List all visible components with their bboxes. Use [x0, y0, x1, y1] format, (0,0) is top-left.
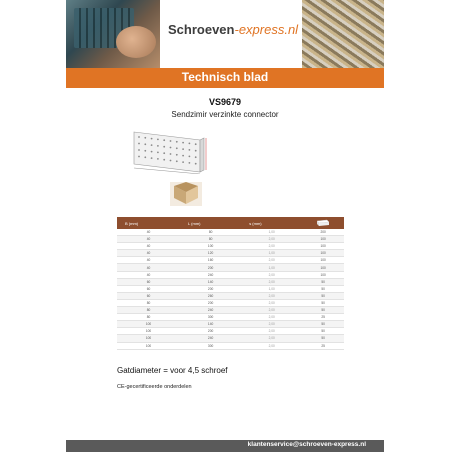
table-cell: 50 [302, 292, 344, 299]
product-name: Sendzimir verzinkte connector [171, 110, 279, 119]
brand-logo[interactable] [160, 0, 302, 68]
table-cell: 2,00 [241, 292, 302, 299]
table-cell: 50 [302, 285, 344, 292]
table-cell: 100 [117, 328, 180, 335]
table-row [117, 271, 344, 278]
table-header-row [117, 217, 344, 229]
column-header-b: B (mm) [117, 217, 180, 229]
hand-image [116, 26, 156, 58]
hole-mark [144, 137, 146, 139]
hole-mark [189, 162, 191, 164]
dimensions-table [117, 217, 344, 350]
table-cell: 80 [117, 299, 180, 306]
table-row [117, 250, 344, 257]
table-cell: 2,00 [241, 342, 302, 349]
hole-mark [157, 145, 159, 147]
table-cell: 200 [180, 264, 241, 271]
hole-mark [189, 149, 191, 151]
hole-mark [163, 152, 165, 154]
hole-mark [157, 139, 159, 141]
table-cell: 100 [117, 335, 180, 342]
table-cell: 100 [302, 250, 344, 257]
table-cell: 2,00 [241, 314, 302, 321]
header-photo-screws [302, 0, 384, 68]
brand-logo-text [168, 22, 298, 37]
table-cell: 40 [117, 271, 180, 278]
table-cell: 2,00 [241, 299, 302, 306]
hole-mark [170, 140, 172, 142]
hole-mark [163, 146, 165, 148]
hole-mark [144, 150, 146, 152]
section-title: Technisch blad [181, 70, 269, 84]
table-cell: 80 [180, 236, 241, 243]
table-cell: 260 [180, 292, 241, 299]
table-cell: 160 [180, 257, 241, 264]
hole-mark [176, 147, 178, 149]
table-cell: 50 [302, 278, 344, 285]
hole-mark [182, 161, 184, 163]
brand-sub-text: -express.nl [234, 22, 299, 37]
hole-mark [195, 156, 197, 158]
hole-mark [138, 149, 140, 151]
table-cell: 200 [180, 328, 241, 335]
table-cell: 50 [302, 321, 344, 328]
hole-mark [138, 143, 140, 145]
table-cell: 300 [180, 342, 241, 349]
table-cell: 100 [302, 236, 344, 243]
table-cell: 100 [302, 271, 344, 278]
table-row [117, 236, 344, 243]
table-cell: 80 [180, 229, 241, 236]
table-cell: 140 [180, 321, 241, 328]
table-cell: 100 [302, 243, 344, 250]
hole-mark [157, 152, 159, 154]
table-cell: 40 [117, 243, 180, 250]
table-row [117, 328, 344, 335]
table-cell: 100 [117, 342, 180, 349]
hole-mark [195, 143, 197, 145]
table-row [117, 229, 344, 236]
table-row [117, 342, 344, 349]
hole-mark [163, 139, 165, 141]
table-cell: 100 [180, 243, 241, 250]
table-cell: 80 [117, 307, 180, 314]
connector-drawing-icon [126, 128, 216, 174]
hole-mark [170, 160, 172, 162]
hole-mark [151, 138, 153, 140]
table-row [117, 285, 344, 292]
hole-mark [163, 159, 165, 161]
hole-mark [138, 156, 140, 158]
hole-mark [189, 143, 191, 145]
column-header-s: s (mm) [241, 217, 302, 229]
table-cell: 1,00 [241, 285, 302, 292]
hole-diameter-note: Gatdiameter = voor 4,5 schroef [117, 366, 228, 375]
table-row [117, 299, 344, 306]
table-row [117, 264, 344, 271]
table-cell: 60 [117, 292, 180, 299]
connector-photo-icon [170, 182, 202, 206]
table-cell: 1,00 [241, 250, 302, 257]
table-cell: 2,00 [241, 257, 302, 264]
table-cell: 300 [180, 314, 241, 321]
table-cell: 40 [117, 257, 180, 264]
table-cell: 50 [302, 299, 344, 306]
table-cell: 200 [302, 229, 344, 236]
table-cell: 50 [302, 335, 344, 342]
table-cell: 2,00 [241, 236, 302, 243]
section-title-bar [66, 68, 384, 88]
table-cell: 100 [302, 257, 344, 264]
table-cell: 240 [180, 307, 241, 314]
hole-mark [157, 158, 159, 160]
table-cell: 100 [302, 264, 344, 271]
hole-mark [151, 144, 153, 146]
hole-mark [182, 148, 184, 150]
table-cell: 40 [117, 229, 180, 236]
table-cell: 1,00 [241, 229, 302, 236]
brand-main-text: Schroeven [168, 22, 235, 37]
certification-note: CE-gecertificeerde onderdelen [117, 384, 192, 390]
header [66, 0, 384, 68]
table-row [117, 292, 344, 299]
hole-mark [176, 160, 178, 162]
table-cell: 1,00 [241, 264, 302, 271]
hole-mark [144, 156, 146, 158]
column-header-l: L (mm) [180, 217, 241, 229]
hole-mark [176, 154, 178, 156]
table-cell: 40 [117, 236, 180, 243]
hole-mark [189, 156, 191, 158]
table-cell: 60 [117, 278, 180, 285]
product-code: VS9679 [208, 97, 242, 107]
hole-mark [195, 150, 197, 152]
hole-mark [151, 151, 153, 153]
table-row [117, 335, 344, 342]
hole-mark [182, 142, 184, 144]
table-cell: 50 [302, 307, 344, 314]
table-cell: 2,00 [241, 335, 302, 342]
table-body [117, 229, 344, 349]
hole-mark [144, 143, 146, 145]
hole-mark [151, 157, 153, 159]
hole-mark [195, 163, 197, 165]
table-cell: 40 [117, 264, 180, 271]
table-row [117, 278, 344, 285]
footer-email-link[interactable]: klantenservice@schroeven-express.nl [247, 441, 366, 448]
header-photo-tools [66, 0, 160, 68]
table-cell: 240 [180, 335, 241, 342]
table-cell: 50 [302, 328, 344, 335]
table-cell: 200 [180, 299, 241, 306]
hole-mark [170, 153, 172, 155]
table-cell: 2,00 [241, 307, 302, 314]
column-header-packaging [302, 217, 344, 229]
hole-mark [170, 147, 172, 149]
table-row [117, 314, 344, 321]
table-cell: 2,00 [241, 243, 302, 250]
hole-mark [182, 155, 184, 157]
table-row [117, 321, 344, 328]
table-cell: 25 [302, 314, 344, 321]
table-row [117, 307, 344, 314]
hole-mark [138, 136, 140, 138]
table-cell: 80 [117, 314, 180, 321]
table-cell: 240 [180, 271, 241, 278]
table-cell: 2,00 [241, 328, 302, 335]
plate-icon [316, 219, 330, 227]
table-row [117, 257, 344, 264]
hole-mark [176, 141, 178, 143]
table-cell: 2,00 [241, 321, 302, 328]
table-cell: 25 [302, 342, 344, 349]
table-cell: 2,00 [241, 278, 302, 285]
table-cell: 60 [117, 285, 180, 292]
technical-sheet-page [66, 0, 384, 452]
table-cell: 200 [180, 285, 241, 292]
table-cell: 40 [117, 250, 180, 257]
table-cell: 140 [180, 278, 241, 285]
table-row [117, 243, 344, 250]
footer-bar [66, 440, 384, 452]
table-cell: 100 [117, 321, 180, 328]
table-cell: 2,00 [241, 271, 302, 278]
table-cell: 120 [180, 250, 241, 257]
